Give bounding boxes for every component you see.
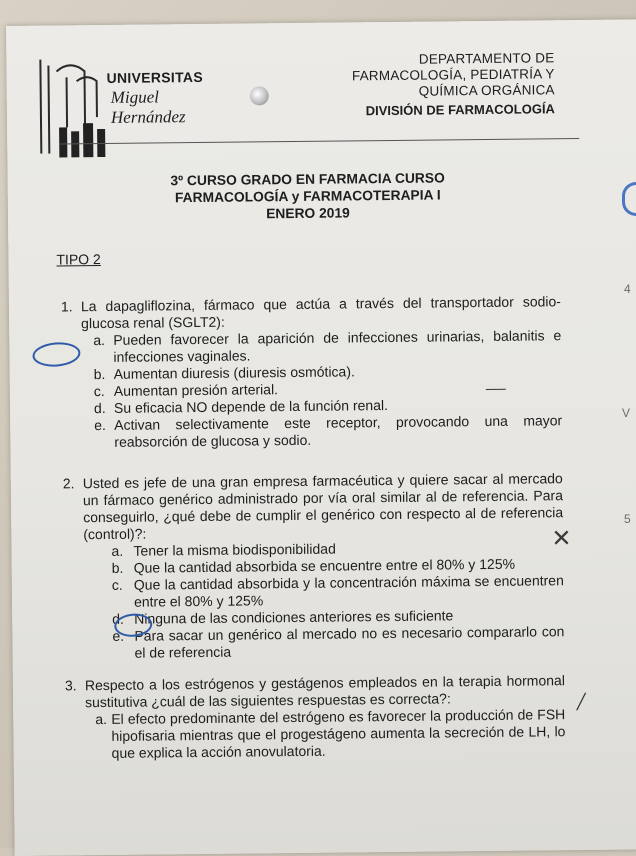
question-stem: Usted es jefe de una gran empresa farmacéutica y quiere sacar al mercado un fármaco genérico administrado por vía oral similar al de referencia. Para conseguirlo, ¿qué debe de cumplir el genérico con respecto al de referencia (control)?:	[82, 470, 564, 543]
question-number: 1.	[60, 298, 73, 315]
option-text: Su eficacia NO depende de la función renal.	[113, 397, 389, 416]
department-line: DEPARTAMENTO DE	[418, 50, 555, 67]
logo-universitas: UNIVERSITAS	[106, 68, 204, 86]
department-line: QUÍMICA ORGÁNICA	[418, 82, 555, 99]
option-letter: e.	[94, 416, 106, 434]
option-letter: e.	[112, 627, 125, 644]
title-line: ENERO 2019	[266, 205, 350, 222]
option-letter: c.	[111, 576, 123, 593]
title-line: 3º CURSO GRADO EN FARMACIA CURSO	[170, 170, 445, 189]
slash-mark-icon: /	[576, 686, 585, 717]
punch-hole-icon	[250, 86, 269, 105]
option-a[interactable]	[95, 706, 566, 762]
option-letter: a.	[95, 710, 108, 728]
division-title: DIVISIÓN DE FARMACOLOGÍA	[365, 101, 555, 119]
title-line: FARMACOLOGÍA y FARMACOTERAPIA I	[174, 187, 441, 206]
option-letter: b.	[93, 365, 106, 383]
question-number: 2.	[62, 475, 75, 492]
option-text: Aumentan presión arterial.	[113, 381, 279, 399]
option-letter: d.	[93, 399, 106, 417]
option-text: Que la cantidad absorbida y la concentración máxima se encuentren entre el 80% y 125%	[133, 572, 564, 610]
question-number: 3.	[64, 677, 77, 694]
option-letter: a.	[93, 331, 106, 349]
option-text: Activan selectivamente este receptor, provocando una mayor reabsorción de glucosa y sodio.	[114, 412, 563, 450]
logo-hernandez: Hernández	[110, 107, 186, 127]
option-c[interactable]	[112, 572, 564, 611]
option-letter: c.	[93, 382, 105, 400]
option-text: Ninguna de las condiciones anteriores es suficiente	[134, 607, 454, 627]
option-text: Tener la misma biodisponibilidad	[133, 540, 336, 559]
exam-title	[148, 169, 469, 223]
option-a[interactable]	[93, 327, 561, 366]
margin-mark: 4	[624, 282, 631, 296]
question-3	[65, 672, 566, 762]
x-mark-icon: ✕	[551, 525, 572, 553]
option-letter: b.	[111, 559, 124, 576]
question-1	[61, 293, 563, 451]
department-block	[352, 50, 555, 100]
option-letter: d.	[112, 610, 124, 627]
department-line: FARMACOLOGÍA, PEDIATRÍA Y	[351, 66, 555, 84]
margin-mark: V	[622, 406, 631, 420]
option-e[interactable]	[94, 412, 562, 451]
option-text: Que la cantidad absorbida se encuentre entre el 80% y 125%	[133, 555, 516, 576]
option-text: El efecto predominante del estrógeno es favorecer la producción de FSH hipofisaria mientras que el progestágeno aumenta la secreción de LH, lo que explica la acción anovulatoria.	[111, 706, 566, 761]
dash-mark	[486, 389, 506, 390]
option-e[interactable]	[112, 623, 564, 662]
logo-miguel: Miguel	[110, 87, 160, 107]
exam-sheet	[6, 19, 636, 856]
question-stem: Respecto a los estrógenos y gestágenos empleados en la terapia hormonal sustitutiva ¿cuál de las siguientes respuestas es correcta?:	[84, 672, 565, 711]
exam-type: TIPO 2	[56, 251, 101, 268]
margin-mark: 5	[624, 512, 631, 526]
option-letter: a.	[111, 542, 124, 559]
option-text: Para sacar un genérico al mercado no es necesario compararlo con el de referencia	[134, 623, 565, 661]
option-text: Pueden favorecer la aparición de infecciones urinarias, balanitis e infecciones vaginales.	[113, 327, 562, 365]
option-text: Aumentan diuresis (diuresis osmótica).	[113, 363, 355, 382]
question-stem: La dapagliflozina, fármaco que actúa a través del transportador sodio-glucosa renal (SGLT2):	[80, 293, 561, 332]
